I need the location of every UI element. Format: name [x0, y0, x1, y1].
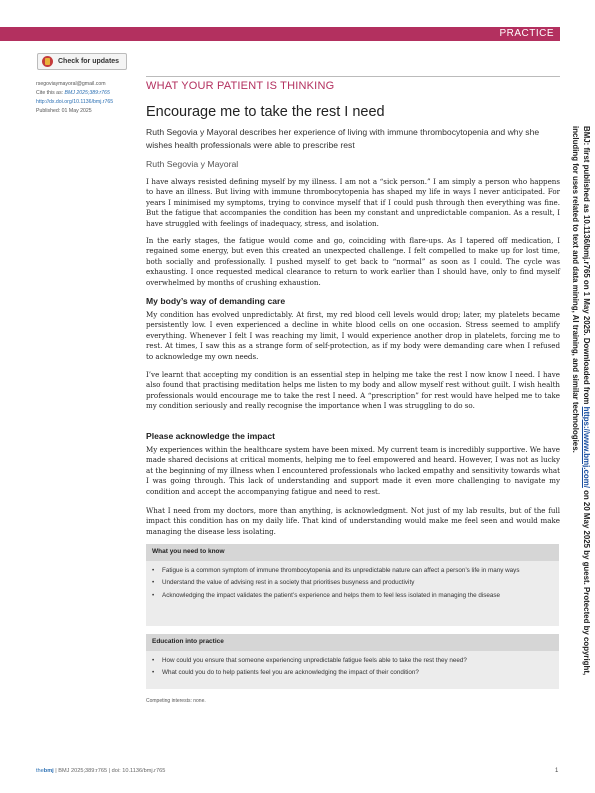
- cite-value: BMJ 2025;389:r765: [64, 90, 110, 96]
- author-email[interactable]: rsegoviaymayoral@gmail.com: [36, 81, 106, 87]
- copyright-text: BMJ: first published as 10.1136/bmj.r765 on 1 May 2025. Downloaded from: [582, 126, 591, 407]
- box-title: Education into practice: [152, 638, 224, 645]
- subheading: Please acknowledge the impact: [146, 431, 275, 441]
- journal-logo-the: the: [36, 768, 44, 774]
- list-item: • Understand the value of advising rest in a society that prioritises busyness and productivity: [162, 578, 519, 587]
- bmj-link[interactable]: https://www.bmj.com/: [582, 406, 591, 488]
- box-list: [146, 566, 533, 603]
- list-item: • Fatigue is a common symptom of immune thrombocytopenia and its unpredictable nature can affect a person’s life in many ways: [162, 566, 519, 575]
- section-banner: [0, 27, 560, 41]
- competing-interests: Competing interests: none.: [146, 698, 206, 704]
- check-for-updates-label: Check for updates: [58, 58, 120, 65]
- box-list: [146, 656, 481, 681]
- section-divider: [146, 76, 560, 77]
- footer-text: | BMJ 2025;389:r765 | doi: 10.1136/bmj.r765: [53, 768, 166, 774]
- list-item: • Acknowledging the impact validates the patient’s experience and helps them to feel less isolated in managing the disease: [162, 591, 519, 600]
- body-paragraph: My experiences within the healthcare system have been mixed. My current team is incredibly supportive. We have made shared decisions at critical moments, helping me to feel empowered and heard. However, I was not as lucky at the beginning of my illness when I encountered professionals who lacked empathy and sensitivity towards what I was going through. This lack of understanding and support made it even more challenging to navigate my condition and accept the accompanying fatigue and need to rest.: [146, 445, 560, 496]
- body-paragraph: I have always resisted defining myself by my illness. I am not a “sick person.” I am simply a person who happens to have an illness. But living with immune thrombocytopenia has shaped my life in ways I never anticipated. For years I minimised my symptoms, trying to convince myself that if I could push through then everything was fine. But the fatigue that accompanies the condition has been my constant and unpredictable companion. As a result, I have struggled with feelings of inadequacy, stress, and isolation.: [146, 177, 560, 228]
- author-byline: Ruth Segovia y Mayoral: [146, 159, 239, 169]
- footer-citation: [36, 768, 165, 774]
- what-you-need-to-know-box: [146, 544, 559, 626]
- page-number: 1: [555, 768, 559, 774]
- journal-logo-bmj: bmj: [43, 768, 54, 774]
- crossmark-icon: [42, 56, 53, 67]
- doi-link[interactable]: http://dx.doi.org/10.1136/bmj.r765: [36, 99, 114, 105]
- article-standfirst: Ruth Segovia y Mayoral describes her experience of living with immune thrombocytopenia and why she wishes health professionals were able to prescribe rest: [146, 127, 540, 150]
- article-title: Encourage me to take the rest I need: [146, 104, 385, 120]
- box-header: [146, 634, 559, 651]
- cite-prefix: Cite this as:: [36, 90, 65, 96]
- body-paragraph: I’ve learnt that accepting my condition is an essential step in helping me take the rest I now know I need. I have also found that practising meditation helps me listen to my body and allow myself rest without guilt. I wish health professionals would encourage me to take the rest I need. A “prescription” for rest would have helped me to take my condition seriously and really recognise the importance when I was struggling to do so.: [146, 370, 560, 411]
- list-item: • What could you do to help patients feel you are acknowledging the impact of their condition?: [162, 668, 467, 677]
- body-paragraph: In the early stages, the fatigue would come and go, coinciding with flare-ups. As I tapered off medication, I regained some energy, but even this created an unexpected challenge. I felt compelled to make up for lost time, both socially and professionally. I pushed myself to get back to “normal” as soon as I could. The cycle was exhausting. I once requested medical clearance to return to work earlier than I should have, only to find myself overwhelmed by months of crushing exhaustion.: [146, 236, 560, 287]
- banner-label: PRACTICE: [499, 28, 554, 39]
- list-item: • How could you ensure that someone experiencing unpredictable fatigue feels able to take the rest they need?: [162, 656, 467, 665]
- side-copyright-wrapper: [562, 126, 592, 686]
- body-paragraph: My condition has evolved unpredictably. At first, my red blood cell levels would drop; later, my platelets became persistently low. I even experienced a decline in white blood cells on one occasion. Stress seemed to amplify everything. Whenever I felt I was reaching my limit, I would experience another drop in platelets, forcing me to rest. At times, I saw this as a strange form of self-protection, as if my body were demanding care when I refused to acknowledge my own needs.: [146, 310, 560, 361]
- body-paragraph: What I need from my doctors, more than anything, is acknowledgment. Not just of my lab results, but of the full impact this condition has on my daily life. That kind of understanding would make me feel seen and would make managing the disease less isolating.: [146, 506, 560, 536]
- subheading: My body’s way of demanding care: [146, 296, 286, 306]
- copyright-text: on 20 May 2025 by guest. Protected by copyright, including for uses related to text and data mining, AI training, and similar technologies.: [571, 126, 591, 676]
- citation: [36, 89, 110, 97]
- copyright-notice: [562, 126, 592, 686]
- published-date: Published: 01 May 2025: [36, 108, 92, 114]
- box-header: [146, 544, 559, 561]
- education-into-practice-box: [146, 634, 559, 689]
- section-label: WHAT YOUR PATIENT IS THINKING: [146, 80, 335, 92]
- box-title: What you need to know: [152, 548, 225, 555]
- check-for-updates-button[interactable]: [37, 53, 127, 70]
